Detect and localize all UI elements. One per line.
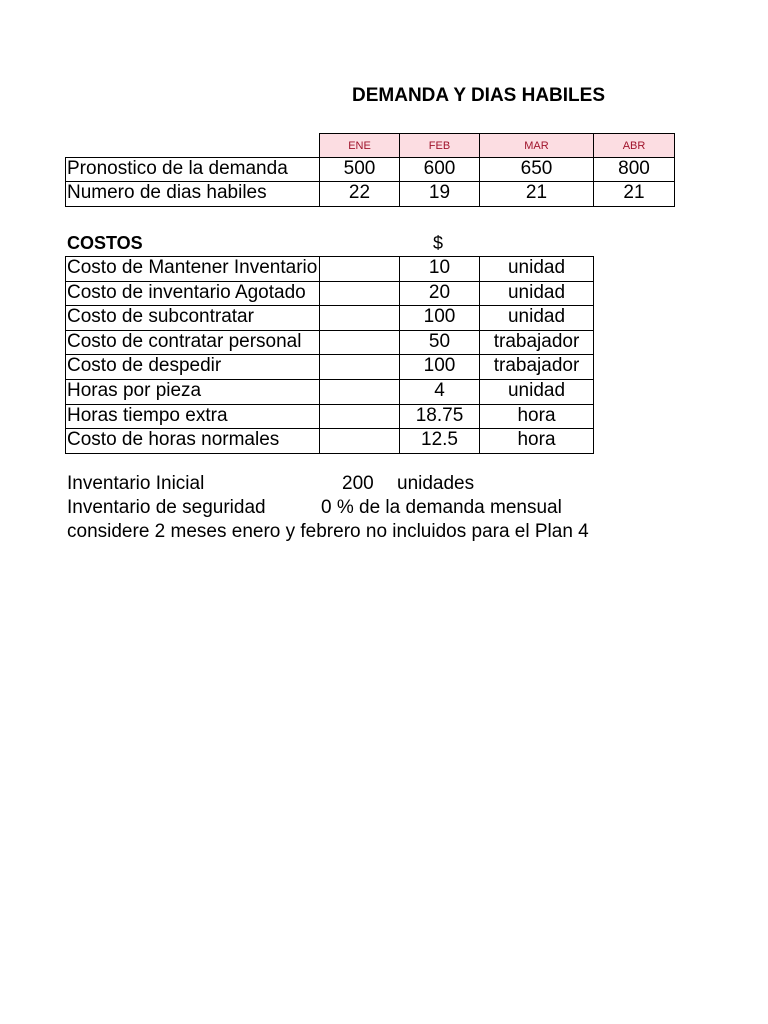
cost-row-label-cell	[65, 354, 320, 380]
inventario-seguridad-label: Inventario de seguridad	[67, 497, 266, 518]
cost-spacer-cell	[319, 256, 400, 282]
cost-row-label: Costo de horas normales	[67, 429, 280, 450]
cost-row-value: 10	[399, 256, 480, 282]
workdays-value-ene: 22	[319, 181, 400, 207]
month-header-feb: FEB	[399, 133, 480, 158]
page-title: DEMANDA Y DIAS HABILES	[352, 85, 606, 106]
cost-row-value: 18.75	[399, 404, 480, 429]
demand-value-ene: 500	[319, 157, 400, 182]
cost-row-unit: unidad	[479, 256, 594, 282]
cost-row-label-cell	[65, 305, 320, 331]
cost-row-label-cell	[65, 256, 320, 282]
cost-row-unit: trabajador	[479, 354, 594, 380]
demand-value-mar: 650	[479, 157, 594, 182]
cost-spacer-cell	[319, 428, 400, 454]
workdays-value-mar: 21	[479, 181, 594, 207]
cost-row-value: 100	[399, 354, 480, 380]
inventario-inicial-unit: unidades	[397, 473, 475, 494]
cost-row-unit: hora	[479, 404, 594, 429]
cost-spacer-cell	[319, 379, 400, 405]
month-header-mar: MAR	[479, 133, 594, 158]
workdays-value-feb: 19	[399, 181, 480, 207]
inventario-inicial-value: 200	[342, 473, 374, 494]
cost-row-label: Horas tiempo extra	[67, 405, 228, 426]
costs-heading: COSTOS	[67, 233, 143, 253]
currency-symbol: $	[433, 233, 444, 253]
cost-spacer-cell	[319, 281, 400, 306]
cost-row-label-cell	[65, 428, 320, 454]
inventario-inicial-label: Inventario Inicial	[67, 473, 205, 494]
cost-row-label-cell	[65, 379, 320, 405]
cost-row-value: 20	[399, 281, 480, 306]
workdays-value-abr: 21	[593, 181, 675, 207]
inventario-seguridad-value: 0 % de la demanda mensual	[321, 497, 562, 518]
cost-spacer-cell	[319, 354, 400, 380]
cost-row-unit: unidad	[479, 305, 594, 331]
month-header-abr: ABR	[593, 133, 675, 158]
workdays-row-label: Numero de dias habiles	[65, 181, 320, 207]
cost-row-label: Costo de contratar personal	[67, 331, 302, 352]
demand-value-abr: 800	[593, 157, 675, 182]
cost-row-value: 12.5	[399, 428, 480, 454]
cost-row-unit: unidad	[479, 379, 594, 405]
cost-row-label-cell	[65, 281, 320, 306]
demand-row-label: Pronostico de la demanda	[65, 157, 320, 182]
demand-value-feb: 600	[399, 157, 480, 182]
cost-row-label: Horas por pieza	[67, 380, 202, 401]
cost-spacer-cell	[319, 404, 400, 429]
month-header-ene: ENE	[319, 133, 400, 158]
cost-row-value: 100	[399, 305, 480, 331]
cost-row-unit: trabajador	[479, 330, 594, 355]
cost-row-label: Costo de subcontratar	[67, 306, 254, 327]
cost-row-label-cell	[65, 404, 320, 429]
cost-row-label-cell	[65, 330, 320, 355]
cost-row-unit: unidad	[479, 281, 594, 306]
cost-row-label: Costo de inventario Agotado	[67, 282, 306, 303]
cost-row-value: 4	[399, 379, 480, 405]
cost-row-label: Costo de Mantener Inventario	[67, 257, 318, 278]
cost-row-label: Costo de despedir	[67, 355, 222, 376]
cost-spacer-cell	[319, 330, 400, 355]
plan-consideration-note: considere 2 meses enero y febrero no incluidos para el Plan 4	[67, 521, 589, 542]
cost-row-unit: hora	[479, 428, 594, 454]
cost-spacer-cell	[319, 305, 400, 331]
cost-row-value: 50	[399, 330, 480, 355]
